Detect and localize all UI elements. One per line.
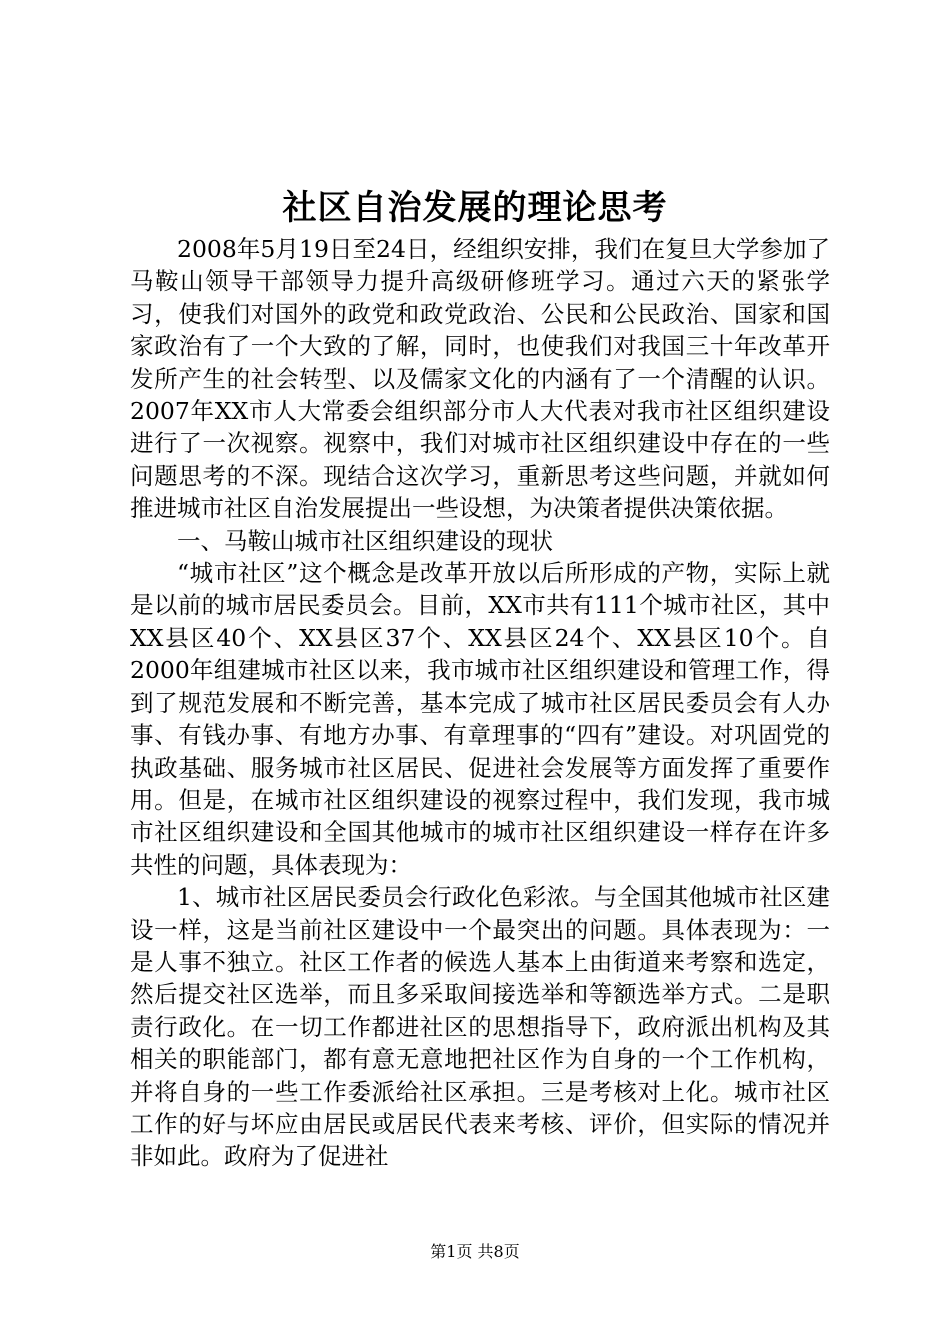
section-heading: 一、马鞍山城市社区组织建设的现状 — [177, 526, 553, 555]
page-number-footer: 第1页 共8页 — [430, 1242, 520, 1261]
paragraph-status: “城市社区”这个概念是改革开放以后所形成的产物，实际上就是以前的城市居民委员会。目前，XX市共有111个城市社区，其中XX县区40个、XX县区37个、XX县区24个、XX县区10个。自2000年组建城市社区以来，我市城市社区组织建设和管理工作，得到了规范发展和不断完善，基本完成了城市社区居民委员会有人办事、有钱办事、有地方办事、有章理事的“四有”建设。对巩固党的执政基础、服务城市社区居民、促进社会发展等方面发挥了重要作用。但是，在城市社区组织建设的视察过程中，我们发现，我市城市社区组织建设和全国其他城市的城市社区组织建设一样存在许多共性的问题，具体表现为： — [130, 559, 830, 879]
paragraph-intro: 2008年5月19日至24日，经组织安排，我们在复旦大学参加了马鞍山领导干部领导力提升高级研修班学习。通过六天的紧张学习，使我们对国外的政党和政党政治、公民和公民政治、国家和国家政治有了一个大致的了解，同时，也使我们对我国三十年改革开发所产生的社会转型、以及儒家文化的内涵有了一个清醒的认识。2007年XX市人大常委会组织部分市人大代表对我市社区组织建设进行了一次视察。视察中，我们对城市社区组织建设中存在的一些问题思考的不深。现结合这次学习，重新思考这些问题，并就如何推进城市社区自治发展提出一些设想，为决策者提供决策依据。 — [130, 235, 830, 523]
document-body — [130, 233, 830, 1173]
document-title: 社区自治发展的理论思考 — [282, 188, 668, 228]
paragraph-issue-1: 1、城市社区居民委员会行政化色彩浓。与全国其他城市社区建设一样，这是当前社区建设中一个最突出的问题。具体表现为：一是人事不独立。社区工作者的候选人基本上由街道来考察和选定，然后提交社区选举，而且多采取间接选举和等额选举方式。二是职责行政化。在一切工作都进社区的思想指导下，政府派出机构及其相关的职能部门，都有意无意地把社区作为自身的一个工作机构，并将自身的一些工作委派给社区承担。三是考核对上化。城市社区工作的好与坏应由居民或居民代表来考核、评价，但实际的情况并非如此。政府为了促进社 — [130, 883, 830, 1171]
